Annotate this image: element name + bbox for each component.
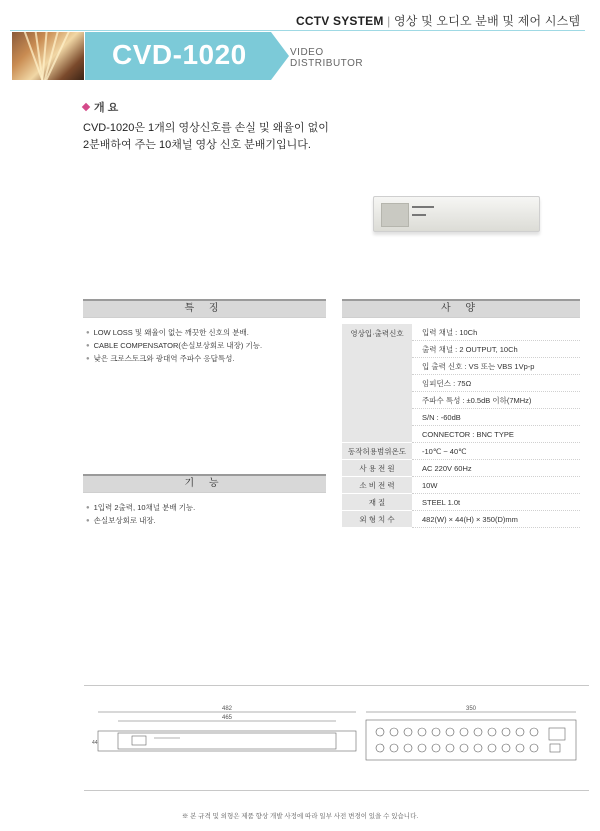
product-photo bbox=[373, 196, 540, 232]
subtitle-line1: VIDEO bbox=[290, 47, 324, 58]
power-inlet bbox=[549, 728, 565, 740]
front-switch bbox=[132, 736, 146, 745]
model-name: CVD-1020 bbox=[112, 39, 247, 70]
drawing-bottom-rule bbox=[84, 790, 589, 791]
specs-table bbox=[342, 324, 580, 528]
fiber-optic-image bbox=[12, 32, 84, 80]
diamond-icon bbox=[82, 103, 90, 111]
features-header: 특 징 bbox=[83, 299, 326, 318]
spec-label: 영상입·출력신호 bbox=[342, 324, 412, 443]
system-title: CCTV SYSTEM | 영상 및 오디오 분배 및 제어 시스템 bbox=[296, 14, 581, 28]
spec-label: 동작허용범위온도 bbox=[342, 443, 412, 460]
front-chassis-outline bbox=[118, 733, 336, 749]
spec-label: 소 비 전 력 bbox=[342, 477, 412, 494]
functions-list bbox=[86, 502, 326, 528]
product-subtitle bbox=[290, 47, 363, 69]
spec-value: 482(W) × 44(H) × 350(D)mm bbox=[412, 511, 580, 528]
bnc-connectors bbox=[376, 728, 538, 752]
header-rule bbox=[10, 30, 585, 31]
spec-value: 주파수 특성 : ±0.5dB 이하(7MHz) bbox=[412, 392, 580, 409]
power-fuse bbox=[550, 744, 560, 752]
dim-inner-label: 465 bbox=[221, 715, 233, 721]
spec-value: -10℃ ~ 40℃ bbox=[412, 443, 580, 460]
dim-height-label: 44 bbox=[92, 740, 98, 746]
spec-value: S/N : -60dB bbox=[412, 409, 580, 426]
overview-line1: CVD-1020은 1개의 영상신호를 손실 및 왜율이 없이 bbox=[83, 122, 329, 134]
system-name: CCTV SYSTEM bbox=[296, 14, 384, 28]
spec-label: 사 용 전 원 bbox=[342, 460, 412, 477]
overview-heading-text: 개 요 bbox=[94, 102, 119, 114]
spec-value: 출력 채널 : 2 OUTPUT, 10Ch bbox=[412, 341, 580, 358]
rear-panel-outline bbox=[366, 720, 576, 760]
spec-value: 임피던스 : 75Ω bbox=[412, 375, 580, 392]
footer-note: ※ 본 규격 및 외형은 제품 향상 개발 사정에 따라 일부 사전 변경이 있을 수 있습니다. bbox=[181, 813, 419, 820]
functions-header: 기 능 bbox=[83, 474, 326, 493]
device-panel bbox=[381, 203, 409, 227]
specs-header: 사 양 bbox=[342, 299, 580, 318]
features-list bbox=[86, 327, 326, 366]
dim-outer-label: 482 bbox=[221, 706, 233, 712]
overview-heading bbox=[83, 99, 118, 115]
spec-value: 입 출력 신호 : VS 또는 VBS 1Vp-p bbox=[412, 358, 580, 375]
banner-arrow bbox=[271, 32, 289, 80]
rear-view-drawing bbox=[366, 712, 576, 760]
device-label-strip-2 bbox=[412, 214, 426, 216]
spec-value: 입력 채널 : 10Ch bbox=[412, 324, 580, 341]
feature-item: ● 낮은 크로스토크와 광대역 주파수 응답특성. bbox=[86, 353, 326, 366]
subtitle-line2: DISTRIBUTOR bbox=[290, 58, 364, 69]
spec-value: CONNECTOR : BNC TYPE bbox=[412, 426, 580, 443]
dim-depth-label: 350 bbox=[465, 706, 477, 712]
front-panel-outline bbox=[98, 731, 356, 751]
function-item: ● 손실보상회로 내장. bbox=[86, 515, 326, 528]
spec-value: 10W bbox=[412, 477, 580, 494]
spec-label: 외 형 치 수 bbox=[342, 511, 412, 528]
feature-item: ● CABLE COMPENSATOR(손실보상회로 내장) 기능. bbox=[86, 340, 326, 353]
function-item: ● 1입력 2출력, 10채널 분배 기능. bbox=[86, 502, 326, 515]
overview-text bbox=[83, 120, 329, 154]
device-label-strip bbox=[412, 206, 434, 208]
spec-label: 재 질 bbox=[342, 494, 412, 511]
system-description: 영상 및 오디오 분배 및 제어 시스템 bbox=[393, 14, 581, 28]
feature-item: ● LOW LOSS 및 왜율이 없는 깨끗한 신호의 분배. bbox=[86, 327, 326, 340]
spec-value: STEEL 1.0t bbox=[412, 494, 580, 511]
drawing-top-rule bbox=[84, 685, 589, 686]
overview-line2: 2분배하여 주는 10채널 영상 신호 분배기입니다. bbox=[83, 139, 311, 151]
spec-value: AC 220V 60Hz bbox=[412, 460, 580, 477]
technical-drawing bbox=[84, 700, 589, 770]
